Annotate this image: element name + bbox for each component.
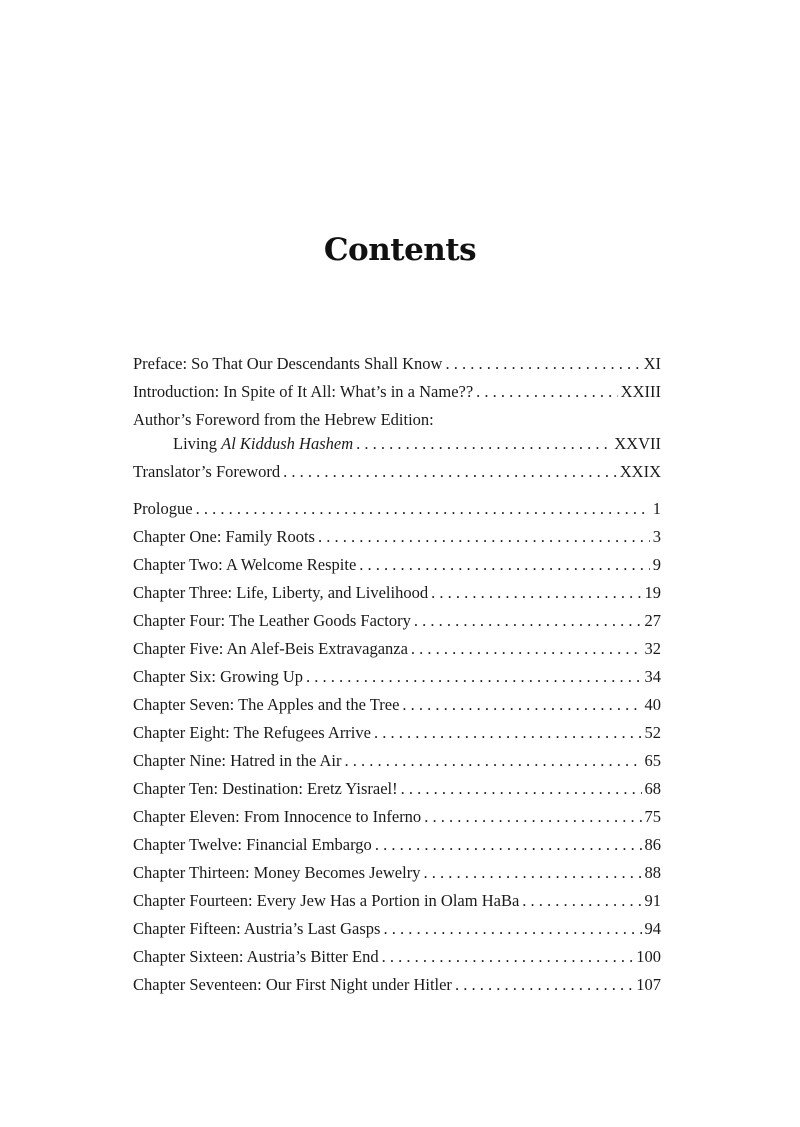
dot-leader — [318, 527, 650, 547]
toc-entry-chapter — [133, 891, 661, 915]
dot-leader — [445, 354, 640, 374]
toc-entry-authors-foreword-line1: Author’s Foreword from the Hebrew Edition: — [133, 410, 434, 429]
toc-entry-chapter — [133, 527, 661, 551]
toc-entry-label: Chapter Three: Life, Liberty, and Livelihood — [133, 583, 429, 602]
toc-entry-label: Chapter Two: A Welcome Respite — [133, 555, 357, 574]
dot-leader — [423, 863, 641, 883]
toc-entry-page: 94 — [644, 919, 661, 938]
toc-entry-page: 86 — [644, 835, 661, 854]
toc-entry-page: 68 — [644, 779, 661, 798]
toc-entry-chapter — [133, 779, 661, 803]
toc-entry-label: Prologue — [133, 499, 193, 518]
toc-entry-page: XXIX — [619, 462, 661, 481]
toc-entry-label: Chapter Eleven: From Innocence to Inferno — [133, 807, 422, 826]
toc-entry-label: Introduction: In Spite of It All: What’s in a Name?? — [133, 382, 474, 401]
toc-entry-label: Chapter Seventeen: Our First Night under Hitler — [133, 975, 452, 994]
dot-leader — [359, 555, 649, 575]
toc-entry-label: Chapter Four: The Leather Goods Factory — [133, 611, 411, 630]
toc-entry-page: XXVII — [614, 434, 661, 453]
toc-entry-page: 27 — [644, 611, 661, 630]
dot-leader — [431, 583, 641, 603]
toc-entry-chapter — [133, 583, 661, 607]
toc-entry-page: 19 — [644, 583, 661, 602]
dot-leader — [375, 835, 642, 855]
toc-entry-page: 75 — [644, 807, 661, 826]
page-title: Contents — [323, 232, 477, 268]
dot-leader — [383, 919, 641, 939]
toc-entry-label: Chapter Thirteen: Money Becomes Jewelry — [133, 863, 421, 882]
dot-leader — [382, 947, 634, 967]
toc-entry-label: Chapter Ten: Destination: Eretz Yisrael! — [133, 779, 398, 798]
toc-entry-chapter — [133, 723, 661, 747]
toc-entry-page: 107 — [636, 975, 661, 994]
toc-entry-label: Chapter Seven: The Apples and the Tree — [133, 695, 400, 714]
toc-entry-page: 9 — [652, 555, 661, 574]
toc-entry-preface — [133, 354, 661, 378]
dot-leader — [344, 751, 641, 771]
dot-leader — [455, 975, 633, 995]
toc-entry-label: Chapter Five: An Alef-Beis Extravaganza — [133, 639, 408, 658]
toc-entry-label: Chapter Fifteen: Austria’s Last Gasps — [133, 919, 381, 938]
dot-leader — [374, 723, 642, 743]
toc-entry-page: 52 — [644, 723, 661, 742]
toc-entry-chapter — [133, 751, 661, 775]
dot-leader — [424, 807, 641, 827]
toc-entry-chapter — [133, 947, 661, 971]
toc-entry-chapter — [133, 639, 661, 663]
dot-leader — [356, 434, 611, 454]
dot-leader — [476, 382, 618, 402]
toc-entry-label: Chapter Six: Growing Up — [133, 667, 304, 686]
toc-entry-page: 88 — [644, 863, 661, 882]
toc-entry-label-italic: Al Kiddush Hashem — [221, 434, 354, 453]
toc-entry-authors-foreword — [173, 434, 661, 458]
toc-entry-chapter — [133, 863, 661, 887]
toc-entry-page: 32 — [644, 639, 661, 658]
toc-entry-chapter — [133, 975, 661, 999]
dot-leader — [306, 667, 641, 687]
dot-leader — [414, 611, 642, 631]
dot-leader — [411, 639, 642, 659]
dot-leader — [402, 695, 641, 715]
toc-entry-page: 1 — [652, 499, 661, 518]
dot-leader — [196, 499, 650, 519]
toc-entry-chapter — [133, 667, 661, 691]
toc-entry-chapter — [133, 807, 661, 831]
toc-entry-chapter — [133, 919, 661, 943]
toc-entry-page: 100 — [636, 947, 661, 966]
toc-entry-chapter — [133, 555, 661, 579]
toc-entry-page: 34 — [644, 667, 661, 686]
toc-entry-introduction — [133, 382, 661, 406]
toc-entry-chapter — [133, 611, 661, 635]
toc-entry-page: 3 — [652, 527, 661, 546]
toc-entry-label: Chapter One: Family Roots — [133, 527, 315, 546]
toc-entry-label: Chapter Nine: Hatred in the Air — [133, 751, 342, 770]
toc-entry-translators-foreword — [133, 462, 661, 486]
toc-entry-label: Chapter Eight: The Refugees Arrive — [133, 723, 371, 742]
toc-entry-label: Translator’s Foreword — [133, 462, 281, 481]
toc-entry-label: Chapter Fourteen: Every Jew Has a Portion in Olam HaBa — [133, 891, 520, 910]
toc-entry-chapter — [133, 695, 661, 719]
dot-leader — [401, 779, 642, 799]
toc-entry-label: Chapter Sixteen: Austria’s Bitter End — [133, 947, 379, 966]
toc-entry-page: 91 — [644, 891, 661, 910]
toc-entry-page: XI — [643, 354, 661, 373]
dot-leader — [283, 462, 617, 482]
toc-entry-label — [173, 434, 353, 454]
toc-entry-label: Preface: So That Our Descendants Shall Know — [133, 354, 443, 373]
toc-entry-label-prefix: Living — [173, 434, 222, 453]
toc-entry-chapter — [133, 835, 661, 859]
toc-entry-page: 65 — [644, 751, 661, 770]
toc-entry-chapter — [133, 499, 661, 523]
toc-entry-page: XXIII — [620, 382, 661, 401]
dot-leader — [522, 891, 641, 911]
toc-entry-label: Chapter Twelve: Financial Embargo — [133, 835, 372, 854]
toc-entry-page: 40 — [644, 695, 661, 714]
